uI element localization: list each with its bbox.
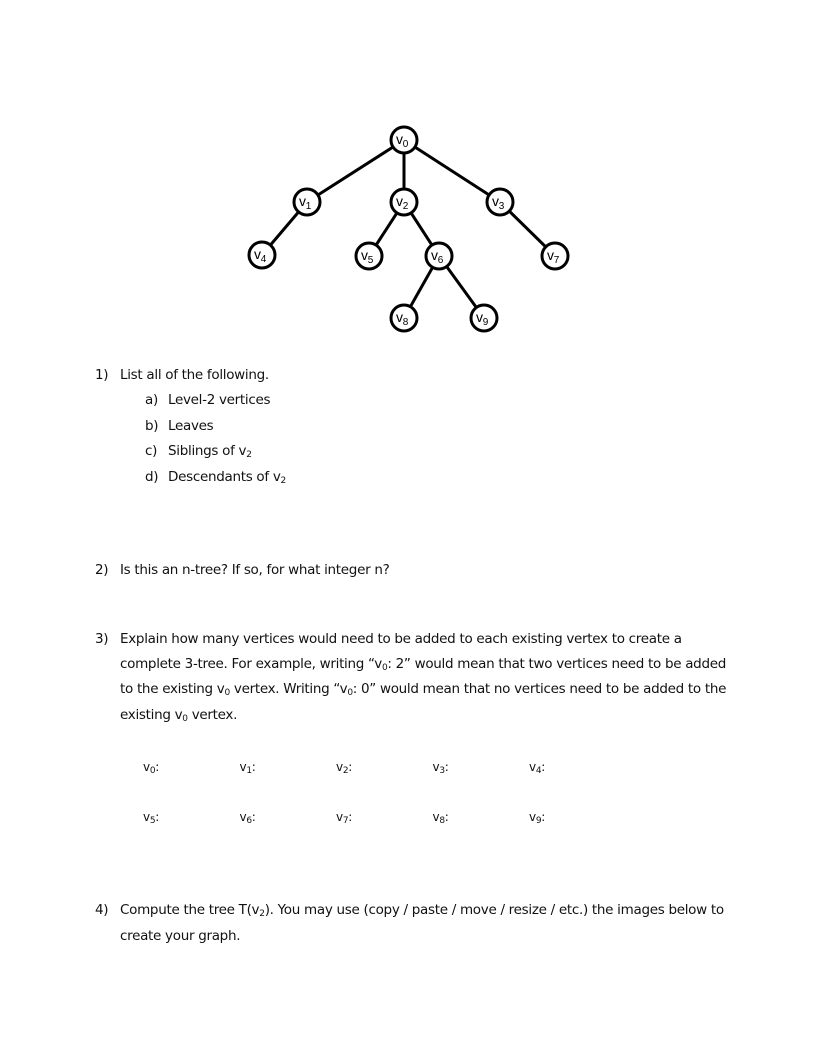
text: v <box>336 760 343 774</box>
node-label-letter: v <box>361 247 368 263</box>
subscript: 2 <box>280 475 286 486</box>
text: Compute the tree T(v <box>120 902 260 918</box>
subscript: 0 <box>347 688 353 698</box>
subscript: 5 <box>149 816 156 826</box>
subscript: 0 <box>224 688 230 698</box>
node-label-subscript: 0 <box>402 139 408 150</box>
node-v2 <box>391 189 417 215</box>
text: : <box>348 810 352 824</box>
node-label-subscript: 6 <box>437 255 443 266</box>
text: to the existing v <box>120 681 225 697</box>
text: v <box>143 760 150 774</box>
subscript: 8 <box>439 816 445 826</box>
sub-item-letter: d) <box>145 468 159 485</box>
answer-label-v3 <box>433 760 449 776</box>
question-3-line-3 <box>120 681 726 698</box>
node-label-letter: v <box>476 309 483 325</box>
node-label-letter: v <box>492 193 499 209</box>
node-v8 <box>391 305 417 331</box>
text: : 2” would mean that two vertices need to be added <box>387 656 726 672</box>
text: Level-2 vertices <box>168 392 271 408</box>
question-3-line-4 <box>120 707 237 724</box>
sub-item-letter: c) <box>145 443 158 459</box>
node-label-subscript: 8 <box>402 317 408 328</box>
node-v9 <box>471 305 497 331</box>
text: complete 3-tree. For example, writing “v <box>120 656 382 672</box>
sub-item-text <box>168 469 286 486</box>
node-label-subscript: 4 <box>260 254 266 265</box>
edge-v0-v3 <box>404 140 500 202</box>
question-1-number: 1) <box>95 367 109 383</box>
text: vertex. <box>187 707 238 723</box>
answer-label-v7 <box>336 810 352 826</box>
text: : <box>251 810 256 824</box>
node-label-letter: v <box>396 193 403 209</box>
question-1-text: List all of the following. <box>120 367 269 383</box>
text: : <box>444 810 449 824</box>
question-4-line-1 <box>120 902 724 919</box>
node-label-subscript: 7 <box>553 255 559 266</box>
answer-label-v8 <box>433 810 449 826</box>
text: : <box>541 810 545 824</box>
node-label-subscript: 9 <box>482 317 488 328</box>
text: : <box>348 760 352 774</box>
text: existing v <box>120 707 183 723</box>
text: v <box>239 760 247 774</box>
question-3-number: 3) <box>95 631 109 647</box>
answer-label-v0 <box>143 760 159 776</box>
node-v6 <box>426 243 452 269</box>
subscript: 0 <box>182 714 188 724</box>
question-3-line-1 <box>120 631 682 647</box>
question-4-line-2: create your graph. <box>120 928 241 944</box>
answer-label-v5 <box>143 810 159 826</box>
subscript: 3 <box>439 766 445 776</box>
sub-item-text <box>168 392 270 409</box>
question-2-number: 2) <box>95 562 109 578</box>
text: v <box>432 760 440 774</box>
sub-item-text <box>168 418 213 435</box>
node-v7 <box>542 243 568 269</box>
node-label-letter: v <box>396 131 403 147</box>
node-label-subscript: 3 <box>498 201 504 212</box>
sub-item-letter: a) <box>145 392 158 408</box>
edge-v0-v1 <box>307 140 404 202</box>
text: v <box>336 810 343 824</box>
sub-item-letter: b) <box>145 417 159 434</box>
text: : <box>251 760 256 774</box>
text: : <box>155 810 159 824</box>
text: : 0” would mean that no vertices need to be added to the <box>352 681 727 697</box>
subscript: 0 <box>149 766 156 776</box>
sub-item-text <box>168 443 252 460</box>
node-label-subscript: 2 <box>402 201 408 212</box>
text: v <box>529 760 536 774</box>
text: : <box>444 760 449 774</box>
subscript: 4 <box>535 766 542 776</box>
subscript: 6 <box>246 816 252 826</box>
node-v0 <box>391 127 417 153</box>
text: ). You may use (copy / paste / move / resize / etc.) the images below to <box>264 902 724 918</box>
node-label-subscript: 5 <box>367 255 373 266</box>
node-v3 <box>487 189 513 215</box>
subscript: 7 <box>342 816 349 826</box>
text: : <box>541 760 545 774</box>
node-v4 <box>249 242 275 268</box>
subscript: 1 <box>246 766 252 776</box>
answer-label-v1 <box>240 760 256 776</box>
text: : <box>155 760 159 774</box>
answer-label-v9 <box>529 810 545 826</box>
subscript: 0 <box>381 663 388 673</box>
text: Siblings of v <box>168 443 247 459</box>
text: Explain how many vertices would need to be added to each existing vertex to create a <box>120 631 682 647</box>
text: Descendants of v <box>168 468 281 485</box>
node-v1 <box>294 189 320 215</box>
tree-diagram <box>0 0 816 350</box>
node-label-subscript: 1 <box>305 201 311 212</box>
answer-label-v4 <box>529 760 545 776</box>
question-3-line-2 <box>120 656 726 673</box>
text: v <box>143 810 150 824</box>
node-label-letter: v <box>431 247 438 263</box>
question-2-text: Is this an n-tree? If so, for what integer n? <box>120 562 390 578</box>
question-4-number: 4) <box>95 902 109 918</box>
text: v <box>432 810 440 824</box>
node-label-letter: v <box>547 247 554 263</box>
answer-label-v6 <box>240 810 256 826</box>
node-label-letter: v <box>396 309 403 325</box>
answer-label-v2 <box>336 760 352 776</box>
subscript: 2 <box>342 766 349 776</box>
node-label-letter: v <box>299 193 306 209</box>
text: v <box>529 810 536 824</box>
subscript: 2 <box>259 909 265 919</box>
text: v <box>239 810 247 824</box>
text: vertex. Writing “v <box>229 681 348 697</box>
subscript: 2 <box>246 450 252 460</box>
node-v5 <box>356 243 382 269</box>
subscript: 9 <box>535 816 542 826</box>
node-label-letter: v <box>254 246 261 262</box>
text: Leaves <box>168 417 214 434</box>
